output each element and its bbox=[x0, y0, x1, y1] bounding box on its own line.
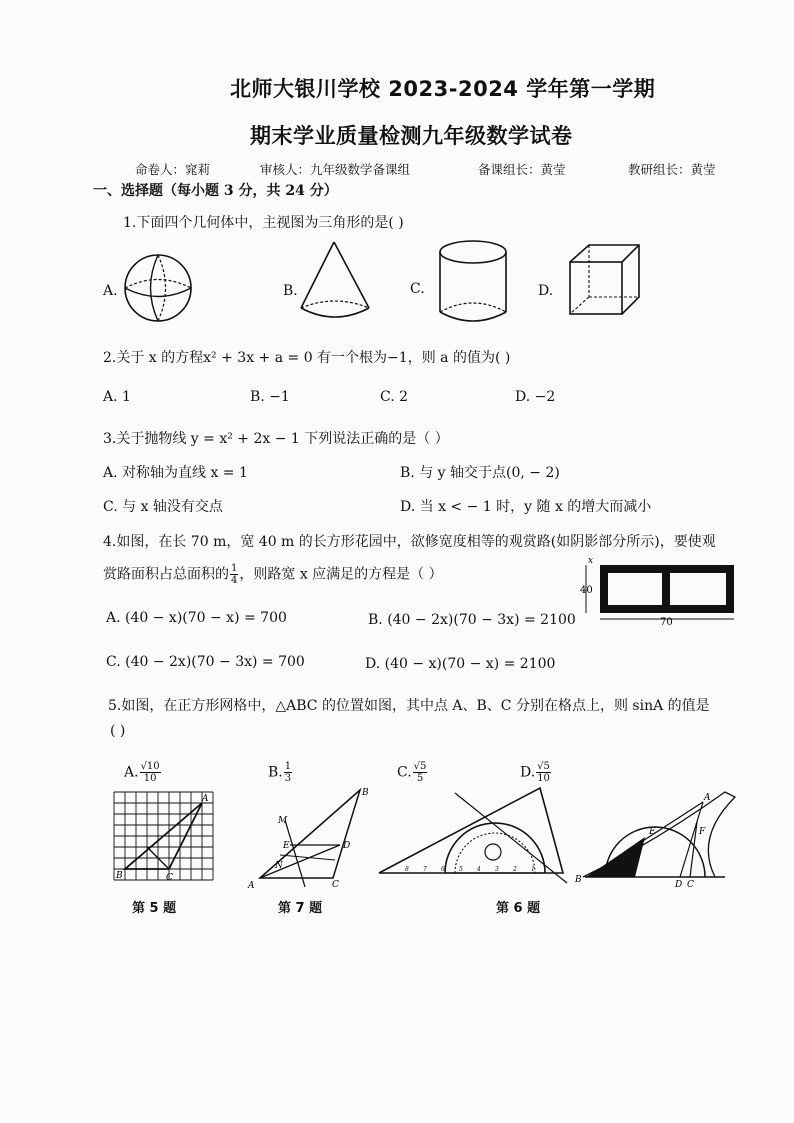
svg-text:6: 6 bbox=[441, 866, 445, 873]
cube-figure bbox=[567, 242, 647, 322]
q4-frac-num: 1 bbox=[231, 563, 238, 574]
fig7-label-b: B bbox=[362, 788, 369, 798]
svg-text:4: 4 bbox=[477, 866, 481, 873]
svg-text:2: 2 bbox=[513, 866, 517, 873]
q2-option-b: B. −1 bbox=[250, 389, 290, 405]
garden-length-label: 70 bbox=[660, 617, 673, 628]
q1-stem: 1.下面四个几何体中，主视图为三角形的是( ) bbox=[123, 215, 404, 231]
svg-text:7: 7 bbox=[423, 866, 427, 873]
svg-text:8: 8 bbox=[405, 866, 409, 873]
q2-option-d: D. −2 bbox=[515, 389, 556, 405]
fig6-label-c: C bbox=[687, 880, 694, 890]
q5-stem: 5.如图，在正方形网格中，△ABC 的位置如图，其中点 A、B、C 分别在格点上，则 sinA 的值是 bbox=[108, 698, 710, 714]
section-heading: 一、选择题（每小题 3 分，共 24 分） bbox=[93, 183, 338, 199]
q3-option-c: C. 与 x 轴没有交点 bbox=[103, 499, 223, 515]
caption-fig5: 第 5 题 bbox=[132, 901, 177, 916]
q4-option-c: C. (40 − 2x)(70 − 3x) = 700 bbox=[106, 654, 305, 670]
q4-option-a: A. (40 − x)(70 − x) = 700 bbox=[106, 610, 287, 626]
q5-option-a-frac bbox=[140, 761, 161, 784]
q5-option-d bbox=[520, 761, 552, 784]
q1-label-d: D. bbox=[538, 283, 554, 299]
grid-label-c: C bbox=[166, 873, 173, 883]
q4-fraction bbox=[230, 563, 238, 586]
cone-figure bbox=[297, 238, 377, 328]
q5-paren: ( ) bbox=[110, 723, 126, 739]
group-leader: 备课组长：黄莹 bbox=[478, 162, 566, 177]
garden-x-label: x bbox=[588, 556, 594, 566]
q2-option-a: A. 1 bbox=[103, 389, 131, 405]
q5-option-b-letter: B. bbox=[268, 764, 283, 781]
q4-option-b: B. (40 − 2x)(70 − 3x) = 2100 bbox=[368, 612, 576, 628]
q5-option-d-den: 10 bbox=[537, 773, 550, 784]
fig7-label-e: E bbox=[283, 841, 290, 851]
svg-text:1: 1 bbox=[531, 866, 535, 873]
q3-option-d: D. 当 x < − 1 时，y 随 x 的增大而减小 bbox=[400, 499, 652, 515]
q2-stem: 2.关于 x 的方程x² + 3x + a = 0 有一个根为−1，则 a 的值为( ) bbox=[103, 350, 511, 366]
q1-label-b: B. bbox=[283, 283, 298, 299]
cylinder-figure bbox=[438, 238, 513, 333]
q5-option-b-den: 3 bbox=[284, 773, 292, 784]
fig7-label-d: D bbox=[343, 841, 351, 851]
svg-text:3: 3 bbox=[495, 866, 499, 873]
fig6-label-e: E bbox=[649, 827, 656, 837]
q4-stem-line1: 4.如图，在长 70 m，宽 40 m 的长方形花园中，欲修宽度相等的观赏路(如阴影部分所示)，要使观 bbox=[103, 534, 716, 550]
fig7-label-c: C bbox=[332, 880, 339, 890]
triangle-figure-7 bbox=[245, 785, 375, 895]
q5-option-b-frac bbox=[284, 761, 292, 784]
q5-option-d-frac bbox=[536, 761, 551, 784]
exam-title-line1: 北师大银川学校 2023-2024 学年第一学期 bbox=[230, 77, 656, 101]
grid-figure bbox=[112, 790, 217, 890]
q5-option-a-den: 10 bbox=[143, 773, 157, 784]
q5-option-c bbox=[397, 761, 428, 784]
exam-title-line2: 期末学业质量检测九年级数学试卷 bbox=[250, 124, 573, 148]
garden-width-label: 40 bbox=[580, 585, 593, 596]
q5-option-a-num: √10 bbox=[140, 761, 160, 772]
q2-option-c: C. 2 bbox=[380, 389, 409, 405]
sphere-figure bbox=[123, 253, 193, 323]
q5-option-b bbox=[268, 761, 293, 784]
q5-option-c-frac bbox=[413, 761, 428, 784]
svg-text:5: 5 bbox=[459, 866, 463, 873]
q3-stem: 3.关于抛物线 y = x² + 2x − 1 下列说法正确的是（ ） bbox=[103, 431, 449, 447]
q4-stem-line2 bbox=[103, 563, 443, 586]
fig6-label-a: A bbox=[704, 793, 711, 803]
q5-option-a-letter: A. bbox=[124, 764, 139, 781]
q3-option-a: A. 对称轴为直线 x = 1 bbox=[103, 465, 248, 481]
fig6-label-d: D bbox=[675, 880, 683, 890]
fig6-label-b: B bbox=[575, 875, 582, 885]
q4-frac-den: 4 bbox=[231, 575, 238, 586]
q5-option-b-num: 1 bbox=[284, 761, 292, 772]
q5-option-c-letter: C. bbox=[397, 764, 412, 781]
q4-stem-post: ，则路宽 x 应满足的方程是（ ） bbox=[239, 566, 443, 583]
grid-label-a: A bbox=[202, 794, 209, 804]
q5-option-c-den: 5 bbox=[416, 773, 424, 784]
fig7-label-m: M bbox=[278, 816, 288, 826]
research-leader: 教研组长：黄莹 bbox=[628, 162, 716, 177]
caption-fig7: 第 7 题 bbox=[278, 901, 323, 916]
caption-fig6: 第 6 题 bbox=[496, 901, 541, 916]
q5-option-d-letter: D. bbox=[520, 764, 536, 781]
garden-figure bbox=[578, 557, 748, 627]
q4-option-d: D. (40 − x)(70 − x) = 2100 bbox=[365, 656, 556, 672]
semicircle-figure bbox=[575, 782, 740, 892]
q1-label-a: A. bbox=[103, 283, 118, 299]
q4-stem-pre: 赏路面积占总面积的 bbox=[103, 566, 229, 583]
q5-option-a bbox=[124, 761, 162, 784]
q5-option-d-num: √5 bbox=[537, 761, 550, 772]
fig7-label-a: A bbox=[248, 881, 255, 891]
protractor-figure bbox=[375, 785, 570, 890]
setter: 命卷人：窕莉 bbox=[135, 162, 211, 177]
q5-option-c-num: √5 bbox=[413, 761, 427, 772]
reviewer: 审核人：九年级数学备课组 bbox=[260, 162, 411, 177]
q1-label-c: C. bbox=[410, 281, 425, 297]
fig7-label-n: N bbox=[275, 861, 283, 871]
fig6-label-f: F bbox=[699, 827, 706, 837]
grid-label-b: B bbox=[116, 871, 123, 881]
q3-option-b: B. 与 y 轴交于点(0, − 2) bbox=[400, 465, 560, 481]
